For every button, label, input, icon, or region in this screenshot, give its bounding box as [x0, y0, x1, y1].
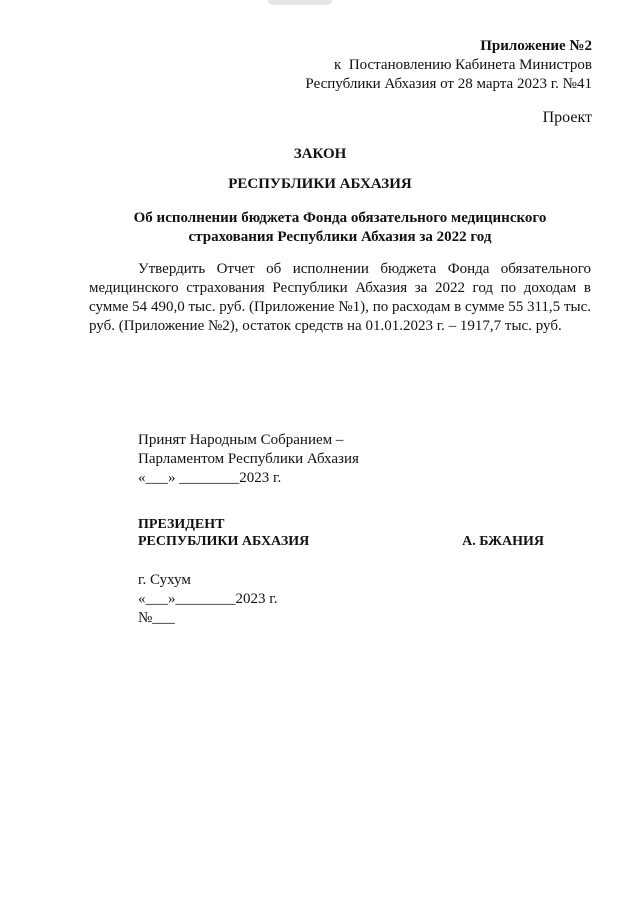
law-body-paragraph: Утвердить Отчет об исполнении бюджета Фонда обязательного медицинского страхования Республики Абхазия за 2022 год по доходам в сумме 54 490,0 тыс. руб. (Приложение №1), по расходам в сумме 55 311,5 тыс. руб. (Приложение №2), остаток средств на 01.01.2023 г. – 1917,7 тыс. руб. — [89, 261, 591, 334]
city: г. Сухум — [138, 572, 191, 588]
appendix-reference: к Постановлению Кабинета Министров — [334, 57, 592, 73]
appendix-number: Приложение №2 — [480, 38, 592, 54]
law-subject-line2: страхования Республики Абхазия за 2022 год — [188, 229, 492, 245]
document-number: №___ — [138, 610, 175, 626]
law-title-republic: РЕСПУБЛИКИ АБХАЗИЯ — [228, 176, 412, 192]
signing-date: «___»________2023 г. — [138, 591, 278, 607]
adoption-line1: Принят Народным Собранием – — [138, 432, 344, 448]
adoption-date: «___» ________2023 г. — [138, 470, 282, 486]
adoption-line2: Парламентом Республики Абхазия — [138, 451, 359, 467]
scan-artifact — [268, 0, 332, 5]
draft-label: Проект — [542, 109, 592, 126]
signatory-title-line1: ПРЕЗИДЕНТ — [138, 517, 225, 532]
place-date-block — [138, 571, 277, 628]
adoption-block — [138, 431, 359, 488]
signatory-name: А. БЖАНИЯ — [462, 534, 544, 549]
appendix-header — [305, 37, 592, 94]
law-subject-line1: Об исполнении бюджета Фонда обязательного медицинского — [133, 210, 547, 226]
law-title: ЗАКОН — [293, 146, 347, 162]
signature-block — [138, 516, 544, 550]
law-subject — [120, 209, 560, 247]
appendix-reference-date: Республики Абхазия от 28 марта 2023 г. №41 — [305, 76, 592, 92]
signatory-title-line2: РЕСПУБЛИКИ АБХАЗИЯ — [138, 534, 310, 549]
